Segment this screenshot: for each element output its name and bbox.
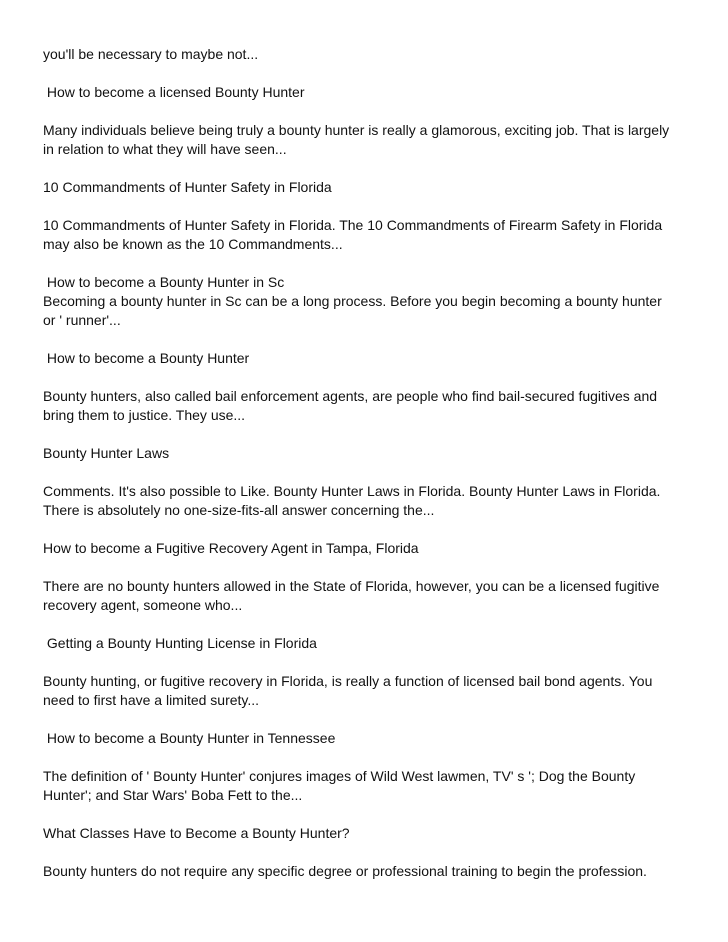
text-line: or ' runner'...	[43, 312, 121, 328]
article-heading	[43, 444, 693, 463]
text-line: Bounty hunting, or fugitive recovery in Florida, is really a function of licensed bail bond agents. You	[43, 673, 653, 689]
paragraph	[43, 45, 693, 64]
paragraph-gap	[43, 710, 693, 729]
article-heading	[43, 729, 693, 748]
paragraph	[43, 577, 693, 615]
paragraph	[43, 216, 693, 254]
text-line: Many individuals believe being truly a bounty hunter is really a glamorous, exciting job. That is largely	[43, 122, 670, 138]
paragraph	[43, 273, 693, 330]
text-line: How to become a Bounty Hunter in Tennessee	[43, 730, 336, 746]
paragraph	[43, 482, 693, 520]
paragraph	[43, 862, 693, 881]
paragraph-gap	[43, 159, 693, 178]
document-page	[43, 45, 693, 881]
text-line: How to become a Fugitive Recovery Agent in Tampa, Florida	[43, 540, 419, 556]
text-line: Getting a Bounty Hunting License in Florida	[43, 635, 317, 651]
text-line: need to first have a limited surety...	[43, 692, 260, 708]
text-line: recovery agent, someone who...	[43, 597, 243, 613]
paragraph	[43, 672, 693, 710]
article-heading	[43, 539, 693, 558]
text-line: There is absolutely no one-size-fits-all answer concerning the...	[43, 502, 435, 518]
paragraph-gap	[43, 425, 693, 444]
paragraph-gap	[43, 197, 693, 216]
paragraph-gap	[43, 102, 693, 121]
paragraph-gap	[43, 653, 693, 672]
text-line: in relation to what they will have seen...	[43, 141, 287, 157]
text-line: How to become a Bounty Hunter	[43, 350, 250, 366]
text-line: Comments. It's also possible to Like. Bounty Hunter Laws in Florida. Bounty Hunter Laws in Florida.	[43, 483, 661, 499]
paragraph-gap	[43, 64, 693, 83]
paragraph-gap	[43, 843, 693, 862]
paragraph	[43, 121, 693, 159]
article-heading	[43, 349, 693, 368]
paragraph	[43, 767, 693, 805]
paragraph-gap	[43, 558, 693, 577]
text-line: 10 Commandments of Hunter Safety in Florida. The 10 Commandments of Firearm Safety in Florida	[43, 217, 663, 233]
text-line: 10 Commandments of Hunter Safety in Florida	[43, 179, 332, 195]
article-heading	[43, 178, 693, 197]
article-heading	[43, 824, 693, 843]
paragraph-gap	[43, 520, 693, 539]
article-heading: How to become a Bounty Hunter in Sc	[43, 274, 285, 290]
text-line: you'll be necessary to maybe not...	[43, 46, 259, 62]
paragraph-gap	[43, 748, 693, 767]
text-line: Bounty hunters, also called bail enforcement agents, are people who find bail-secured fugitives and	[43, 388, 658, 404]
text-line: The definition of ' Bounty Hunter' conjures images of Wild West lawmen, TV' s '; Dog the Bounty	[43, 768, 636, 784]
text-line: Bounty hunters do not require any specific degree or professional training to begin the profession.	[43, 863, 647, 879]
text-line: bring them to justice. They use...	[43, 407, 246, 423]
paragraph-gap	[43, 368, 693, 387]
text-line: What Classes Have to Become a Bounty Hunter?	[43, 825, 350, 841]
text-line: Bounty Hunter Laws	[43, 445, 170, 461]
text-line: How to become a licensed Bounty Hunter	[43, 84, 305, 100]
paragraph-gap	[43, 463, 693, 482]
text-line: Becoming a bounty hunter in Sc can be a long process. Before you begin becoming a bounty hunter	[43, 293, 662, 309]
paragraph-gap	[43, 615, 693, 634]
text-line: may also be known as the 10 Commandments...	[43, 236, 343, 252]
paragraph-gap	[43, 330, 693, 349]
paragraph-gap	[43, 805, 693, 824]
article-heading	[43, 634, 693, 653]
text-line: There are no bounty hunters allowed in the State of Florida, however, you can be a licensed fugitive	[43, 578, 660, 594]
paragraph-gap	[43, 254, 693, 273]
text-line: Hunter'; and Star Wars' Boba Fett to the...	[43, 787, 303, 803]
paragraph	[43, 387, 693, 425]
article-heading	[43, 83, 693, 102]
